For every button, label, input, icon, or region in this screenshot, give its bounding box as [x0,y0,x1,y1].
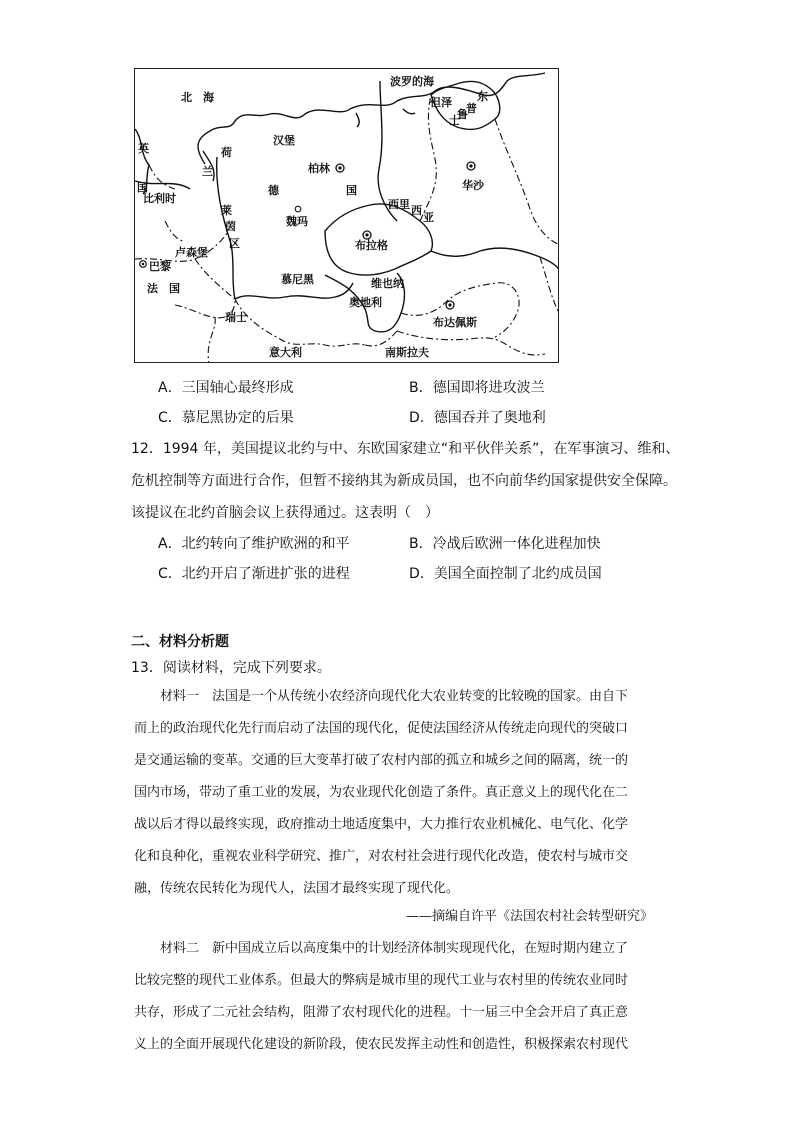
label-east-prussia-1: 东 [477,90,488,103]
label-holland-2: 兰 [202,165,213,178]
label-luxembourg: 卢森堡 [175,246,208,259]
label-munich: 慕尼黑 [281,273,314,286]
label-budapest: 布达佩斯 [433,316,477,329]
label-italy: 意大利 [269,346,302,359]
q12-stem-line-3: 该提议在北约首脑会议上获得通过。这表明（ ） [131,505,439,521]
label-hamburg: 汉堡 [273,134,295,147]
label-germany: 德 [268,184,279,197]
material-1-line: 材料一 法国是一个从传统小农经济向现代化大农业转变的比较晚的国家。由自下 [134,689,629,704]
label-east-prussia-2: 普 [466,102,477,115]
label-rhineland: 莱 [221,204,232,217]
q11-option-c[interactable]: C．慕尼黑协定的后果 [158,410,294,426]
label-rhineland-3: 区 [229,237,240,250]
label-holland: 荷 [221,146,232,159]
label-warsaw: 华沙 [462,179,484,192]
q12-option-c[interactable]: C．北约开启了渐进扩张的进程 [158,566,350,582]
label-rhineland-2: 茵 [225,220,236,233]
label-britain: 英 [138,142,149,155]
map-borders [135,69,559,363]
europe-1938-map [134,68,559,363]
label-weimar: 魏玛 [286,215,308,228]
label-east-prussia-4: 士 [449,114,460,127]
q12-stem-line-1: 12．1994 年，美国提议北约与中、东欧国家建立“和平伙伴关系”，在军事演习、维和、 [131,441,680,457]
material-1-line: 战以后才得以最终实现，政府推动土地适度集中，大力推行农业机械化、电气化、化学 [134,817,629,832]
material-2-line: 比较完整的现代工业体系。但最大的弊病是城市里的现代工业与农村里的传统农业同时 [134,973,629,988]
label-berlin: 柏林 [308,162,330,175]
label-belgium: 比利时 [143,192,176,205]
label-north-sea: 北 海 [181,91,214,104]
material-2-line: 共存，形成了二元社会结构，阻滞了农村现代化的进程。十一届三中全会开启了真正意 [134,1005,629,1020]
label-britain-2: 国 [137,181,148,194]
label-france: 法 国 [147,282,180,295]
material-1-line: 是交通运输的变革。交通的巨大变革打破了农村内部的孤立和城乡之间的隔离，统一的 [134,753,629,768]
material-2-line: 材料二 新中国成立后以高度集中的计划经济体制实现现代化，在短时期内建立了 [134,941,629,956]
label-prague: 布拉格 [355,239,388,252]
q11-option-a[interactable]: A．三国轴心最终形成 [158,380,294,396]
material-1-line: 国内市场，带动了重工业的发展，为农业现代化创造了条件。真正意义上的现代化在二 [134,785,629,800]
q12-stem-line-2: 危机控制等方面进行合作，但暂不接纳其为新成员国，也不向前华约国家提供安全保障。 [131,473,677,489]
label-yugoslavia: 南斯拉夫 [385,346,429,359]
label-austria: 奥地利 [349,296,382,309]
q13-stem: 13．阅读材料，完成下列要求。 [131,660,331,676]
label-east-prussia-3: 鲁 [457,108,468,121]
q12-option-d[interactable]: D．美国全面控制了北约成员国 [409,566,602,582]
label-baltic-sea: 波罗的海 [390,75,434,88]
q11-option-d[interactable]: D．德国吞并了奥地利 [409,410,546,426]
label-switzerland: 瑞士 [225,311,247,324]
label-germany-2: 国 [346,184,357,197]
material-1-source: ——摘编自许平《法国农村社会转型研究》 [405,909,653,924]
q12-option-b[interactable]: B．冷战后欧洲一体化进程加快 [409,536,601,552]
label-silesia: 西里 [388,198,410,211]
label-vienna: 维也纳 [371,277,404,290]
label-silesia-3: 亚 [423,211,434,224]
label-danzig: 但泽 [430,96,452,109]
section-title: 二、材料分析题 [131,634,229,650]
material-1-line: 融，传统农民转化为现代人，法国才最终实现了现代化。 [134,881,460,896]
q12-option-a[interactable]: A．北约转向了维护欧洲的和平 [158,536,350,552]
label-paris: 巴黎 [149,260,171,273]
label-silesia-2: 西 [411,204,422,217]
material-1-line: 化和良种化，重视农业科学研究、推广，对农村社会进行现代化改造，使农村与城市交 [134,849,629,864]
material-2-line: 义上的全面开展现代化建设的新阶段，使农民发挥主动性和创造性，积极探索农村现代 [134,1037,629,1052]
material-1-line: 而上的政治现代化先行而启动了法国的现代化，促使法国经济从传统走向现代的突破口 [134,721,629,736]
q11-option-b[interactable]: B．德国即将进攻波兰 [409,380,545,396]
